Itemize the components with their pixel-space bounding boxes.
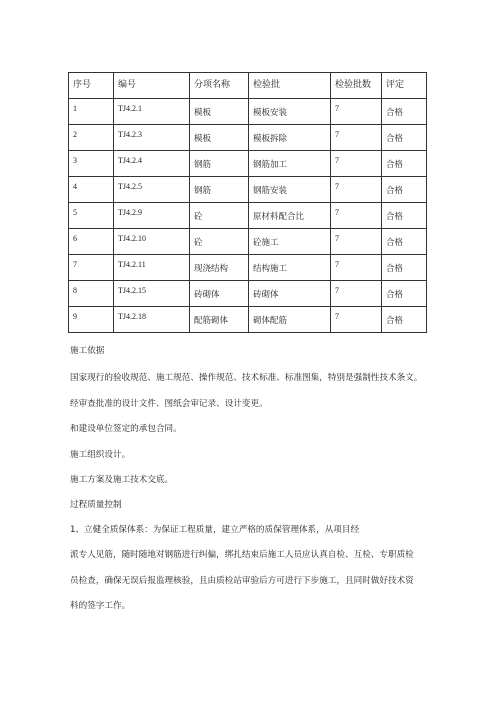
- cell-inspection-lot: 钢筋加工: [249, 151, 331, 177]
- cell-code: TJ4.2.9: [114, 203, 190, 229]
- paragraph: 和建设单位签定的承包合同。: [70, 424, 182, 434]
- cell-rating: 合格: [382, 203, 427, 229]
- cell-code: TJ4.2.4: [114, 151, 190, 177]
- paragraph: 经审查批准的设计文件、图纸会审记录、设计变更。: [70, 399, 268, 409]
- cell-item-name: 砼: [190, 203, 249, 229]
- cell-index: 5: [69, 203, 114, 229]
- cell-rating: 合格: [382, 229, 427, 255]
- cell-rating: 合格: [382, 151, 427, 177]
- cell-item-name: 砼: [190, 229, 249, 255]
- paragraph: 施工组织设计。: [70, 450, 131, 460]
- inspection-table: [68, 72, 427, 333]
- cell-rating: 合格: [382, 99, 427, 125]
- cell-item-name: 钢筋: [190, 151, 249, 177]
- cell-lot-count: 7: [331, 151, 382, 177]
- cell-inspection-lot: 砖砌体: [249, 281, 331, 307]
- cell-rating: 合格: [382, 177, 427, 203]
- table-header-row: [69, 73, 427, 99]
- cell-code: TJ4.2.18: [114, 307, 190, 333]
- header-cell-rating: 评定: [382, 73, 427, 99]
- paragraph: 员检查，确保无误后报监理核验，且由质检站审验后方可进行下步施工，且同时做好技术资: [70, 576, 414, 586]
- cell-inspection-lot: 结构施工: [249, 255, 331, 281]
- header-cell-lot-count: 检验批数: [331, 73, 382, 99]
- cell-code: TJ4.2.10: [114, 229, 190, 255]
- cell-lot-count: 7: [331, 281, 382, 307]
- cell-rating: 合格: [382, 125, 427, 151]
- cell-index: 2: [69, 125, 114, 151]
- cell-lot-count: 7: [331, 125, 382, 151]
- cell-code: TJ4.2.11: [114, 255, 190, 281]
- cell-index: 8: [69, 281, 114, 307]
- table-row: [69, 177, 427, 203]
- cell-lot-count: 7: [331, 307, 382, 333]
- cell-item-name: 砖砌体: [190, 281, 249, 307]
- table-row: [69, 99, 427, 125]
- cell-lot-count: 7: [331, 203, 382, 229]
- cell-inspection-lot: 砌体配筋: [249, 307, 331, 333]
- section-heading-process-quality-control: 过程质量控制: [70, 500, 122, 510]
- cell-lot-count: 7: [331, 255, 382, 281]
- cell-index: 4: [69, 177, 114, 203]
- cell-index: 6: [69, 229, 114, 255]
- table-row: [69, 125, 427, 151]
- header-cell-code: 编号: [114, 73, 190, 99]
- cell-inspection-lot: 原材料配合比: [249, 203, 331, 229]
- cell-item-name: 钢筋: [190, 177, 249, 203]
- cell-item-name: 模板: [190, 99, 249, 125]
- cell-lot-count: 7: [331, 99, 382, 125]
- cell-lot-count: 7: [331, 229, 382, 255]
- cell-lot-count: 7: [331, 177, 382, 203]
- section-heading-construction-basis: 施工依据: [70, 346, 105, 356]
- cell-inspection-lot: 模板拆除: [249, 125, 331, 151]
- cell-inspection-lot: 钢筋安装: [249, 177, 331, 203]
- cell-item-name: 现浇结构: [190, 255, 249, 281]
- cell-code: TJ4.2.15: [114, 281, 190, 307]
- cell-inspection-lot: 砼施工: [249, 229, 331, 255]
- cell-rating: 合格: [382, 255, 427, 281]
- paragraph: 国家现行的验收规范、施工规范、操作规范、技术标准、标准图集，特别是强制性技术条文。: [70, 373, 423, 383]
- cell-rating: 合格: [382, 307, 427, 333]
- cell-code: TJ4.2.5: [114, 177, 190, 203]
- cell-index: 9: [69, 307, 114, 333]
- table-row: [69, 203, 427, 229]
- paragraph: 料的签字工作。: [70, 601, 131, 611]
- table-row: [69, 255, 427, 281]
- cell-index: 7: [69, 255, 114, 281]
- header-cell-inspection-lot: 检验批: [249, 73, 331, 99]
- cell-code: TJ4.2.3: [114, 125, 190, 151]
- header-cell-item-name: 分项名称: [190, 73, 249, 99]
- paragraph: 1、立健全质保体系：为保证工程质量，建立严格的质保管理体系，从项目经: [70, 525, 360, 535]
- table-row: [69, 307, 427, 333]
- paragraph: 施工方案及施工技术交底。: [70, 475, 174, 485]
- cell-rating: 合格: [382, 281, 427, 307]
- cell-index: 3: [69, 151, 114, 177]
- cell-index: 1: [69, 99, 114, 125]
- table-row: [69, 151, 427, 177]
- table-row: [69, 281, 427, 307]
- cell-code: TJ4.2.1: [114, 99, 190, 125]
- header-cell-index: 序号: [69, 73, 114, 99]
- table-row: [69, 229, 427, 255]
- paragraph: 派专人见筋，随时随地对钢筋进行纠偏，绑扎结束后施工人员应认真自检、互检、专职质检: [70, 550, 414, 560]
- cell-inspection-lot: 模板安装: [249, 99, 331, 125]
- cell-item-name: 配筋砌体: [190, 307, 249, 333]
- cell-item-name: 模板: [190, 125, 249, 151]
